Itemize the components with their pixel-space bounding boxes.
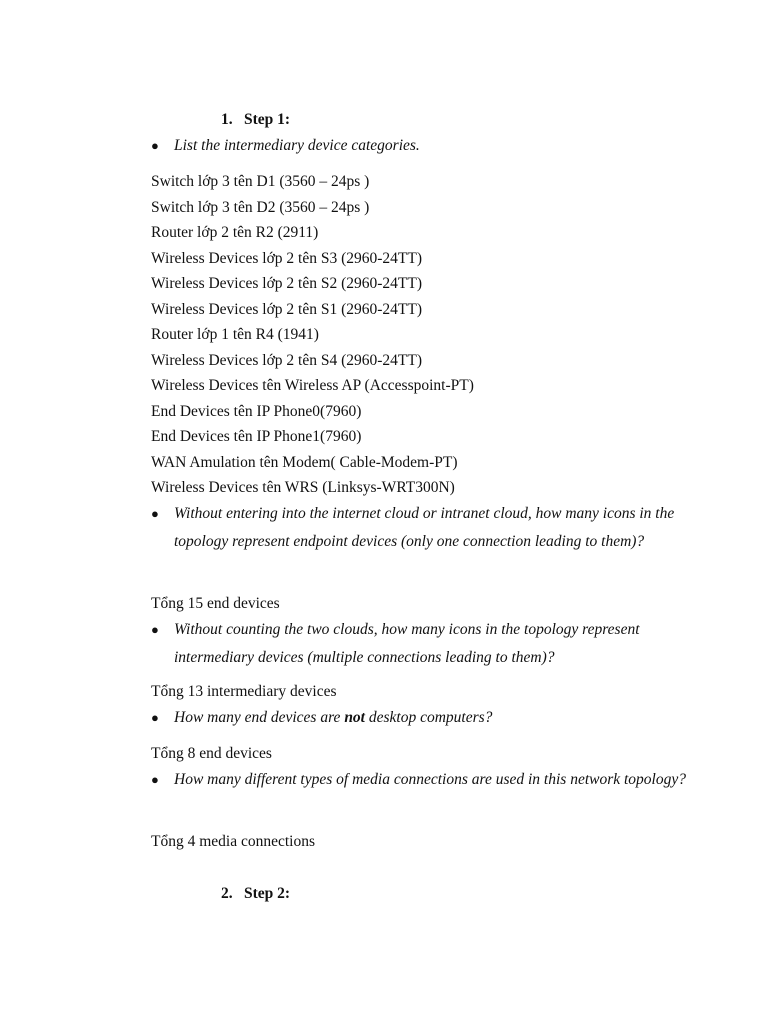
device-line: Wireless Devices lớp 2 tên S4 (2960-24TT) [151, 352, 423, 369]
question-not-desktop [151, 704, 711, 732]
step2-number: 2. [221, 885, 233, 902]
device-line: Switch lớp 3 tên D1 (3560 – 24ps ) [151, 173, 370, 190]
bullet-text: List the intermediary device categories. [174, 137, 420, 154]
device-line: Wireless Devices tên Wireless AP (Accesspoint-PT) [151, 377, 474, 394]
device-line: Wireless Devices lớp 2 tên S1 (2960-24TT) [151, 301, 423, 318]
answer-endpoint: Tổng 15 end devices [151, 595, 280, 612]
question-intermediary [151, 616, 711, 672]
device-line: Switch lớp 3 tên D2 (3560 – 24ps ) [151, 199, 370, 216]
device-line: End Devices tên IP Phone0(7960) [151, 403, 362, 420]
device-line: Router lớp 2 tên R2 (2911) [151, 224, 319, 241]
bullet-icon: ● [151, 506, 159, 521]
question-text-bold: not [344, 709, 365, 726]
device-line: WAN Amulation tên Modem( Cable-Modem-PT) [151, 454, 458, 471]
step2-heading [221, 885, 290, 903]
question-text [174, 704, 711, 732]
device-line: Wireless Devices tên WRS (Linksys-WRT300N) [151, 479, 455, 496]
device-line: End Devices tên IP Phone1(7960) [151, 428, 362, 445]
question-text: Without counting the two clouds, how many icons in the topology represent intermediary devices (multiple connections leading to them)? [174, 621, 640, 666]
step2-title: Step 2: [244, 885, 291, 902]
answer-media: Tổng 4 media connections [151, 833, 315, 850]
answer-not-desktop: Tổng 8 end devices [151, 745, 272, 762]
step1-heading [221, 111, 290, 129]
question-media [151, 766, 711, 794]
answer-intermediary: Tổng 13 intermediary devices [151, 683, 337, 700]
question-endpoint [151, 500, 711, 556]
bullet-icon: ● [151, 138, 159, 153]
step1-title: Step 1: [244, 111, 291, 128]
step1-number: 1. [221, 111, 233, 128]
bullet-list-categories [151, 132, 711, 160]
question-text-before: How many end devices are [174, 709, 345, 726]
question-text: How many different types of media connections are used in this network topology? [174, 771, 686, 788]
bullet-icon: ● [151, 772, 159, 787]
device-line: Wireless Devices lớp 2 tên S3 (2960-24TT) [151, 250, 423, 267]
bullet-icon: ● [151, 622, 159, 637]
device-line: Wireless Devices lớp 2 tên S2 (2960-24TT) [151, 275, 423, 292]
question-text: Without entering into the internet cloud or intranet cloud, how many icons in the topology represent endpoint devices (only one connection leading to them)? [174, 505, 675, 550]
bullet-icon: ● [151, 710, 159, 725]
question-text-after: desktop computers? [365, 709, 493, 726]
device-line: Router lớp 1 tên R4 (1941) [151, 326, 319, 343]
